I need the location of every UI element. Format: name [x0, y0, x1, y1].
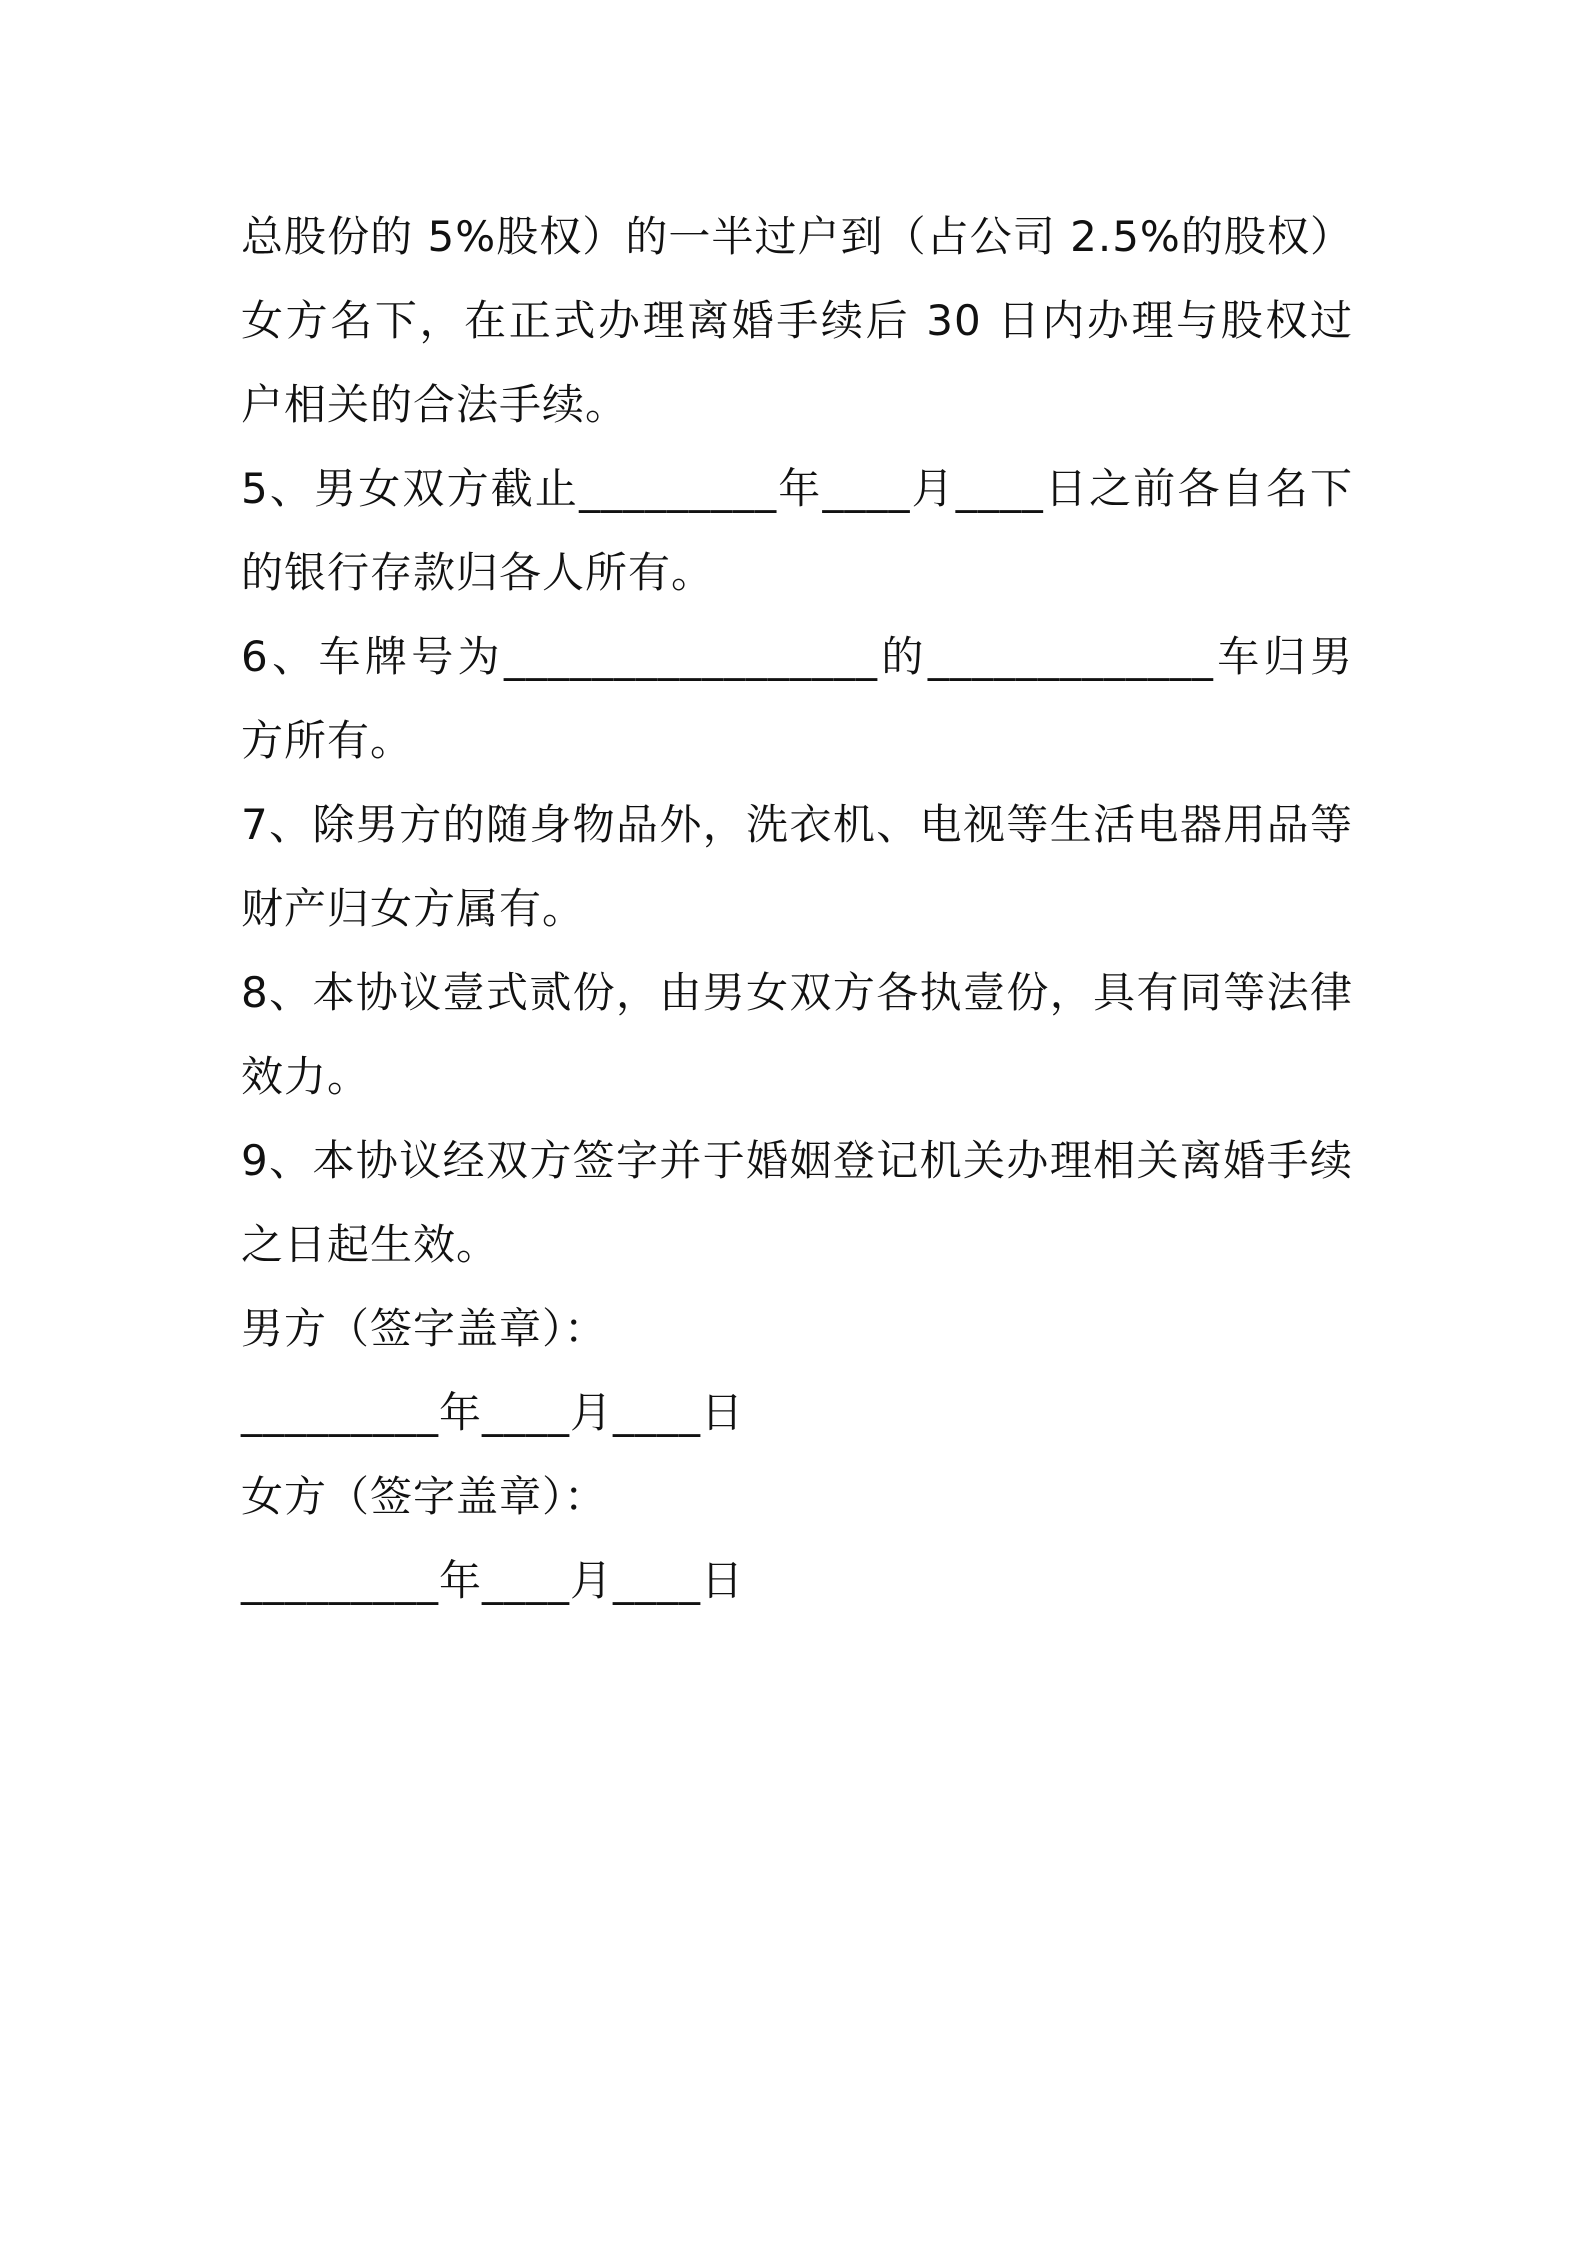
male-signature-date: _________年____月____日	[241, 1388, 745, 1437]
document-body	[241, 195, 1353, 1623]
clause-8-copies: 8、本协议壹式贰份，由男女双方各执壹份，具有同等法律效力。	[241, 968, 1353, 1101]
paragraph-equity-transfer: 总股份的 5%股权）的一半过户到（占公司 2.5%的股权）女方名下，在正式办理离婚手续后 30 日内办理与股权过户相关的合法手续。	[241, 212, 1353, 429]
clause-7-household-property: 7、除男方的随身物品外，洗衣机、电视等生活电器用品等财产归女方属有。	[241, 800, 1353, 933]
female-signature-date: _________年____月____日	[241, 1556, 745, 1605]
female-signature-label: 女方（签字盖章）：	[241, 1472, 608, 1521]
clause-5-bank-deposits: 5、男女双方截止_________年____月____日之前各自名下的银行存款归各人所有。	[241, 464, 1353, 597]
clause-9-effective-date: 9、本协议经双方签字并于婚姻登记机关办理相关离婚手续之日起生效。	[241, 1136, 1353, 1269]
clause-6-vehicle: 6、车牌号为_________________的_____________车归男方所有。	[241, 632, 1353, 765]
male-signature-label: 男方（签字盖章）：	[241, 1304, 608, 1353]
